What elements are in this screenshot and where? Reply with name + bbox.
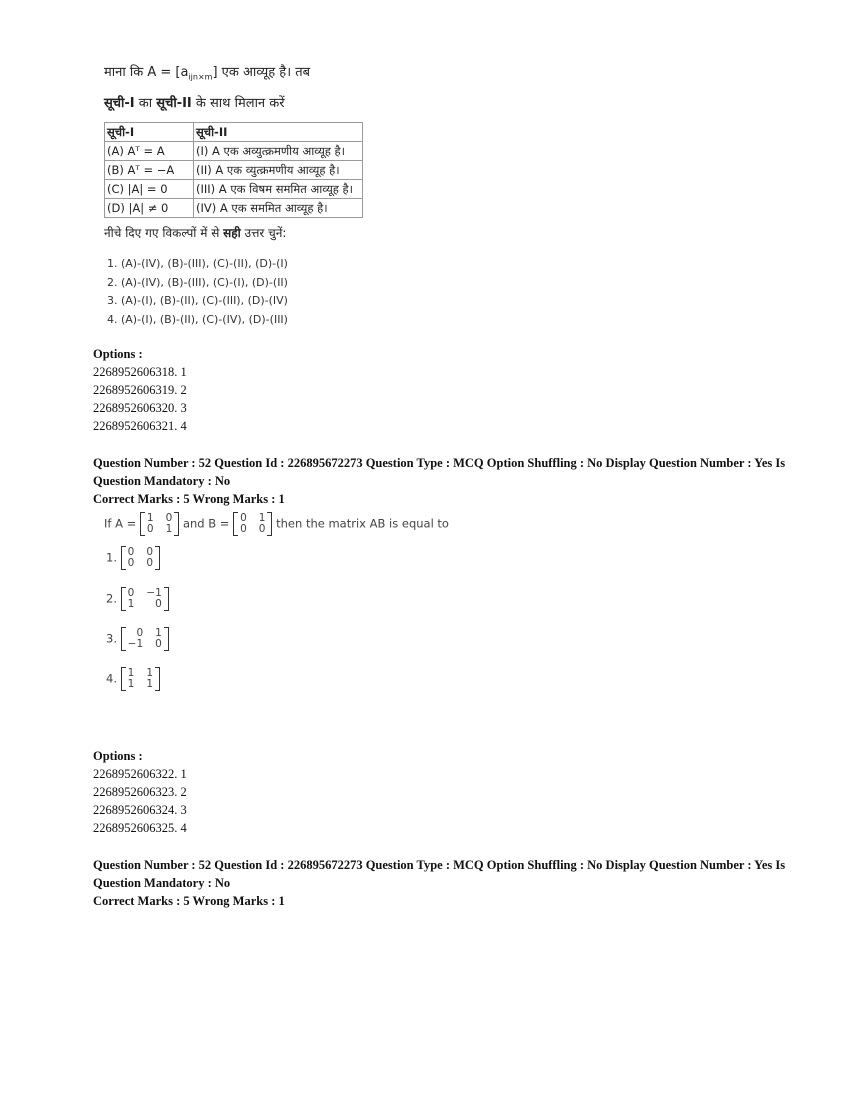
q52-stem-suffix: then the matrix AB is equal to (276, 516, 449, 531)
matrix-cell: 0 (155, 598, 162, 610)
matrix-cell: 0 (146, 546, 154, 558)
q51-instruction-list1: सूची-I (104, 96, 135, 111)
q52-meta (93, 454, 785, 508)
matrix-cell: 1 (258, 512, 266, 524)
table-header-row (105, 123, 363, 142)
matrix-cell: 1 (155, 627, 162, 639)
table-cell: (A) Aᵀ = A (105, 142, 194, 161)
q51-intro-prefix: माना कि A = [a (104, 65, 189, 80)
q51-choice-list (107, 255, 288, 329)
q53-meta (93, 856, 785, 910)
option-id: 2268952606322. 1 (93, 767, 187, 781)
table-cell: (I) A एक अव्युत्क्रमणीय आव्यूह है। (194, 142, 363, 161)
matrix-a (140, 512, 179, 536)
matrix-cell: 0 (258, 523, 266, 535)
matrix-b (233, 512, 272, 536)
answer-label: 4. (106, 671, 117, 686)
question-marks: Correct Marks : 5 Wrong Marks : 1 (93, 492, 285, 506)
list-item: 1. (A)-(IV), (B)-(III), (C)-(II), (D)-(I) (107, 257, 288, 270)
table-row (105, 142, 363, 161)
option-id: 2268952606319. 2 (93, 383, 187, 397)
option-id: 2268952606325. 4 (93, 821, 187, 835)
options-label: Options : (93, 749, 143, 763)
q52-options-block (93, 747, 187, 837)
matrix-cell: 0 (146, 557, 154, 569)
answer-label: 2. (106, 591, 117, 606)
matrix-cell: 1 (146, 667, 154, 679)
q52-answer-1 (106, 546, 160, 570)
table-row (105, 161, 363, 180)
table-header-list2: सूची-II (194, 123, 363, 142)
question-meta-line: Question Number : 52 Question Id : 226895672273 Question Type : MCQ Option Shuffling : No Display Question Number : Yes Is (93, 858, 786, 872)
table-header-list1: सूची-I (105, 123, 194, 142)
q52-answer-3 (106, 627, 169, 651)
q52-stem (104, 512, 449, 536)
question-marks: Correct Marks : 5 Wrong Marks : 1 (93, 894, 285, 908)
q52-answer-2 (106, 587, 169, 611)
matrix-cell: −1 (127, 638, 144, 650)
matrix-cell: 1 (127, 598, 135, 610)
q51-instruction-list2: सूची-II (156, 96, 192, 111)
matrix-cell: 1 (146, 512, 154, 524)
q51-options-block (93, 345, 187, 435)
option-id: 2268952606324. 3 (93, 803, 187, 817)
question-meta-line: Question Mandatory : No (93, 876, 231, 890)
list-item: 2. (A)-(IV), (B)-(III), (C)-(I), (D)-(II) (107, 275, 288, 289)
option-id: 2268952606318. 1 (93, 365, 187, 379)
matrix-cell: 0 (155, 638, 162, 650)
option-id: 2268952606321. 4 (93, 419, 187, 433)
matrix-cell: 0 (165, 512, 173, 524)
question-meta-line: Question Number : 52 Question Id : 226895672273 Question Type : MCQ Option Shuffling : No Display Question Number : Yes Is (93, 456, 786, 470)
table-cell: (C) |A| = 0 (105, 180, 194, 199)
matrix-cell: 1 (127, 667, 135, 679)
table-cell: (B) Aᵀ = −A (105, 161, 194, 180)
q52-answer-4 (106, 667, 160, 691)
answer-label: 3. (106, 631, 117, 646)
list-item: 4. (A)-(I), (B)-(II), (C)-(IV), (D)-(III) (107, 312, 288, 326)
q51-choose-bold: सही (223, 226, 241, 240)
matrix-cell: 0 (127, 557, 135, 569)
table-cell: (D) |A| ≠ 0 (105, 199, 194, 218)
q51-intro-suffix: ] एक आव्यूह है। तब (212, 65, 311, 80)
q51-instruction (104, 93, 285, 111)
option-id: 2268952606320. 3 (93, 401, 187, 415)
q51-match-table (104, 122, 363, 218)
q52-stem-prefix: If A = (104, 516, 140, 531)
q51-choose-suffix: उत्तर चुनें: (240, 226, 287, 240)
matrix-cell: 1 (127, 678, 135, 690)
matrix-cell: 1 (146, 678, 154, 690)
q51-instruction-ka: का (134, 96, 157, 111)
matrix-cell: −1 (146, 587, 162, 599)
answer-matrix (121, 587, 169, 611)
matrix-cell: 0 (146, 523, 154, 535)
answer-matrix (121, 627, 169, 651)
table-cell: (II) A एक व्युत्क्रमणीय आव्यूह है। (194, 161, 363, 180)
table-cell: (IV) A एक सममित आव्यूह है। (194, 199, 363, 218)
answer-label: 1. (106, 550, 117, 565)
matrix-cell: 0 (240, 512, 247, 524)
q51-instruction-rest: के साथ मिलान करें (191, 96, 285, 111)
q51-intro (104, 62, 310, 82)
q51-intro-sub: ij (188, 72, 193, 82)
matrix-cell: 0 (127, 587, 135, 599)
answer-matrix (121, 667, 160, 691)
answer-matrix (121, 546, 160, 570)
question-meta-line: Question Mandatory : No (93, 474, 231, 488)
options-label: Options : (93, 347, 143, 361)
list-item: 3. (A)-(I), (B)-(II), (C)-(III), (D)-(IV) (107, 294, 288, 307)
q51-choose-prefix: नीचे दिए गए विकल्पों में से (104, 226, 224, 240)
q51-choose-line (104, 224, 286, 241)
matrix-cell: 0 (240, 523, 247, 535)
matrix-cell: 0 (127, 546, 135, 558)
option-id: 2268952606323. 2 (93, 785, 187, 799)
matrix-cell: 0 (136, 627, 144, 639)
matrix-cell: 1 (165, 523, 173, 535)
q52-stem-mid: and B = (182, 516, 234, 531)
table-cell: (III) A एक विषम सममित आव्यूह है। (194, 180, 363, 199)
table-row (105, 180, 363, 199)
q51-intro-sub2: n×m (192, 72, 213, 82)
table-row (105, 199, 363, 218)
